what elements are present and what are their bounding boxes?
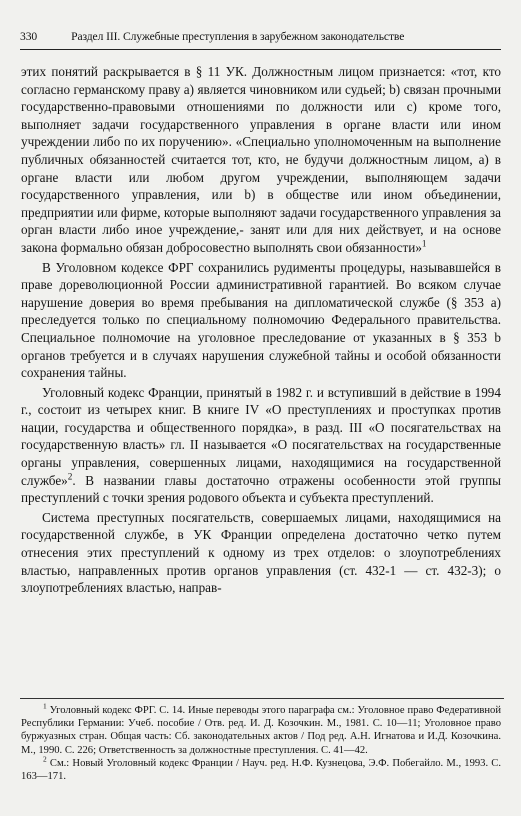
footnote-ref-2[interactable]: 2 — [67, 471, 73, 482]
paragraph-1: этих понятий раскрывается в § 11 УК. Должностным лицом признается: «тот, кто согласно германскому праву а) является чиновником или судьей; b) связан прочными государственно-правовыми отношениями по должности или с) кроме того, выполняет задачи государственного управления в органе власти или ином учреждении либо по их поручению». «Специально уполномоченным на выполнение публичных обязанностей считается тот, кто, не будучи должностным лицом, а) в органе власти или любом другом учреждении, выполняющем задачи государственного управления, или b) в обществе или ином объединении, предприятии или фирме, которые выполняют задачи государственного управления за орган власти либо иное учреждение,- занят или для них действует, и на основе закона формально обязан добросовестно выполнять свои обязанности»$^1$ — [21, 64, 501, 255]
footnote-rule — [20, 698, 504, 699]
footnote-ref-1[interactable]: 1 — [421, 238, 427, 249]
paragraph-4: Система преступных посягательств, совершаемых лицами, находящимися на государственной службе, в УК Франции определена достаточно четко путем отнесения этих преступлений к одному из трех отделов: о злоупотреблениях властью, направленных против органов управления (ст. 432-1 — ст. 432-3); о злоупотреблениях властью, направ- — [21, 509, 501, 596]
footnote-2: $^2$ См.: Новый Уголовный кодекс Франции / Науч. ред. Н.Ф. Кузнецова, Э.Ф. Побегайло. М., 1993. С. 163—171. — [21, 754, 501, 783]
footnotes — [21, 701, 501, 783]
footnote-mark-1: 1 — [43, 701, 47, 711]
paragraph-3: Уголовный кодекс Франции, принятый в 1982 г. и вступивший в действие в 1994 г., состоит из четырех книг. В книге IV «О преступлениях и проступках против нации, государства и общественного порядка», в разд. III «О посягательствах на государственную власть» гл. II называется «О посягательствах на государственные органы управления, совершенных лицами, находящимися на государственной службе»$^2$. В названии главы достаточно отражены особенности этой группы преступлений с точки зрения родового объекта и субъекта преступлений. — [21, 384, 501, 506]
running-head — [20, 30, 501, 43]
footnote-1: $^1$ Уголовный кодекс ФРГ. С. 14. Иные переводы этого параграфа см.: Уголовное право Федеративной Республики Германии: Учеб. пособие / Отв. ред. И. Д. Козочкин. М., 1981. С. 10—11; Уголовное право буржуазных стран. Общая часть: Сб. законодательных актов / Под ред. А.Н. Игнатова и И.Д. Козочкина. М., 1990. С. 226; Ответственность за должностные преступления. С. 41—42. — [21, 701, 501, 756]
header-rule — [20, 49, 501, 50]
paragraph-2: В Уголовном кодексе ФРГ сохранились рудименты процедуры, называвшейся в праве дореволюционной России административной гарантией. Во всяком случае нарушение доверия во время пребывания на дипломатической службе (§ 353 а) преследуется только по специальному полномочию Федерального правительства. Специальное полномочие на уголовное преследование от указанных в § 353 b органов требуется и в случаях нарушения служебной тайны и особой обязанности сохранения тайны. — [21, 259, 501, 381]
page-number: 330 — [20, 30, 38, 43]
footnote-mark-2: 2 — [43, 754, 47, 764]
body-text — [21, 63, 501, 597]
section-title: Раздел III. Служебные преступления в зарубежном законодательстве — [71, 30, 405, 43]
